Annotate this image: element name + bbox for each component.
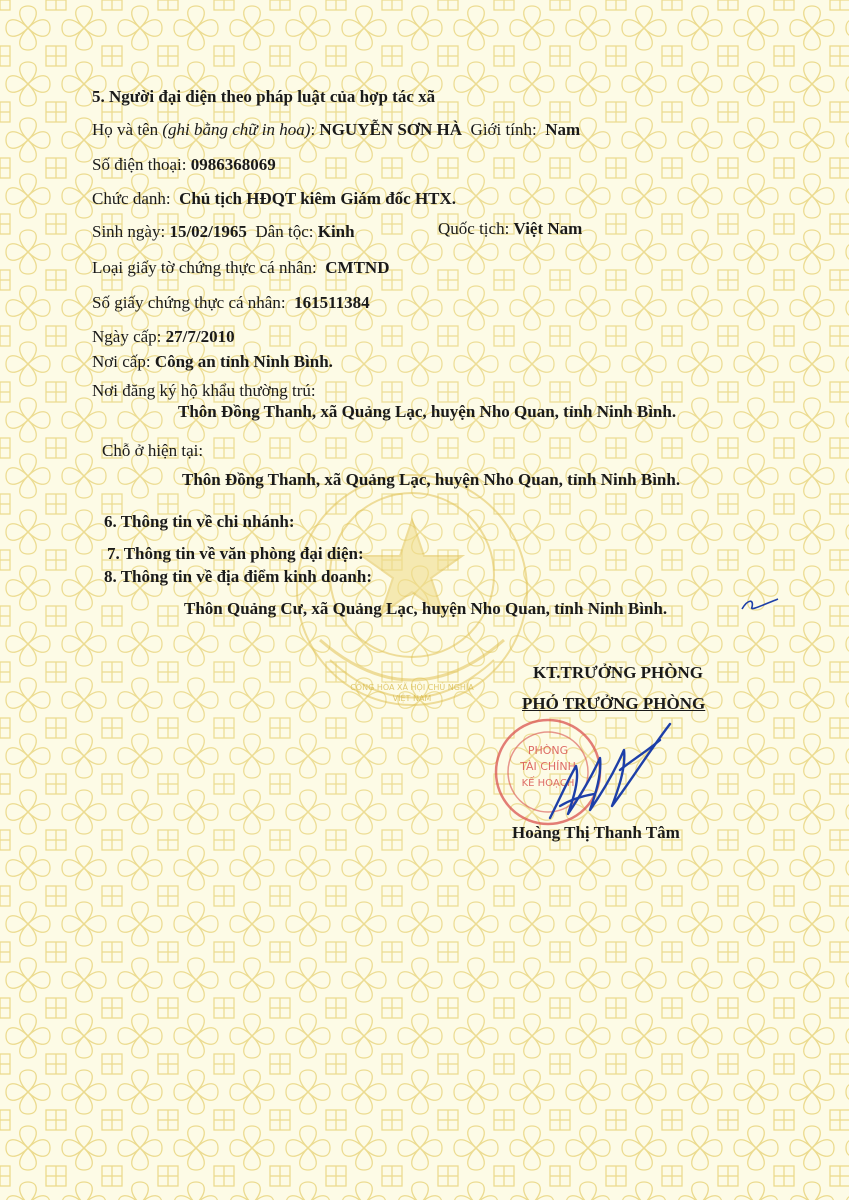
title-row — [92, 189, 456, 209]
name-value: NGUYỄN SƠN HÀ — [319, 120, 463, 139]
dob-label: Sinh ngày: — [92, 222, 166, 241]
handwritten-signature — [520, 710, 720, 830]
issue-date-value: 27/7/2010 — [165, 327, 235, 346]
signatory-name: Hoàng Thị Thanh Tâm — [512, 823, 680, 842]
business-location-value: Thôn Quảng Cư, xã Quảng Lạc, huyện Nho Quan, tỉnh Ninh Bình. — [184, 599, 668, 618]
section-8-heading: 8. Thông tin về địa điểm kinh doanh: — [104, 567, 372, 586]
name-hint: (ghi bằng chữ in hoa) — [162, 120, 311, 139]
phone-label: Số điện thoại: — [92, 155, 187, 174]
section-5-heading: 5. Người đại diện theo pháp luật của hợp tác xã — [92, 87, 436, 106]
gender-label: Giới tính: — [470, 120, 537, 139]
pen-flourish-mark — [740, 595, 780, 615]
title-value: Chủ tịch HĐQT kiêm Giám đốc HTX. — [179, 189, 457, 208]
ethnic-label: Dân tộc: — [255, 222, 314, 241]
issue-place-row — [92, 352, 333, 372]
name-row — [92, 120, 580, 140]
title-label: Chức danh: — [92, 189, 171, 208]
nationality-value: Việt Nam — [513, 219, 583, 238]
current-address-value: Thôn Đồng Thanh, xã Quảng Lạc, huyện Nho Quan, tỉnh Ninh Bình. — [182, 470, 681, 489]
idtype-value: CMTND — [325, 258, 390, 277]
stamp-text-1: PHÒNG — [527, 744, 569, 757]
signature-title-1: KT.TRƯỞNG PHÒNG — [533, 663, 703, 682]
current-address-label: Chỗ ở hiện tại: — [102, 441, 204, 460]
section-6-heading: 6. Thông tin về chi nhánh: — [104, 512, 295, 531]
emblem-ribbon-text-2: VIỆT NAM — [392, 694, 432, 703]
issue-date-label: Ngày cấp: — [92, 327, 162, 346]
phone-value: 0986368069 — [190, 155, 276, 174]
nationality-label: Quốc tịch: — [438, 219, 510, 238]
dob-value: 15/02/1965 — [169, 222, 247, 241]
gender-value: Nam — [545, 120, 581, 139]
section-7-heading: 7. Thông tin về văn phòng đại diện: — [107, 544, 364, 563]
nationality-group — [438, 219, 582, 239]
issue-place-value: Công an tỉnh Ninh Bình. — [154, 352, 333, 371]
idtype-label: Loại giấy tờ chứng thực cá nhân: — [92, 258, 317, 277]
name-label: Họ và tên — [92, 120, 159, 139]
issue-date-row — [92, 327, 235, 347]
idno-row — [92, 293, 370, 313]
issue-place-label: Nơi cấp: — [92, 352, 151, 371]
name-colon: : — [310, 120, 316, 139]
residence-label: Nơi đăng ký hộ khẩu thường trú: — [92, 381, 316, 400]
stamp-text-2: TÀI CHÍNH — [520, 760, 576, 773]
ethnic-value: Kinh — [317, 222, 355, 241]
dob-row — [92, 222, 355, 242]
idno-label: Số giấy chứng thực cá nhân: — [92, 293, 286, 312]
idtype-row — [92, 258, 389, 278]
stamp-text-3: KẾ HOẠCH — [521, 778, 575, 789]
emblem-ribbon-text: CỘNG HÒA XÃ HỘI CHỦ NGHĨA — [350, 683, 474, 692]
residence-value: Thôn Đồng Thanh, xã Quảng Lạc, huyện Nho Quan, tỉnh Ninh Bình. — [178, 402, 677, 421]
signature-title-2: PHÓ TRƯỞNG PHÒNG — [522, 694, 706, 713]
idno-value: 161511384 — [294, 293, 370, 312]
phone-row — [92, 155, 276, 175]
